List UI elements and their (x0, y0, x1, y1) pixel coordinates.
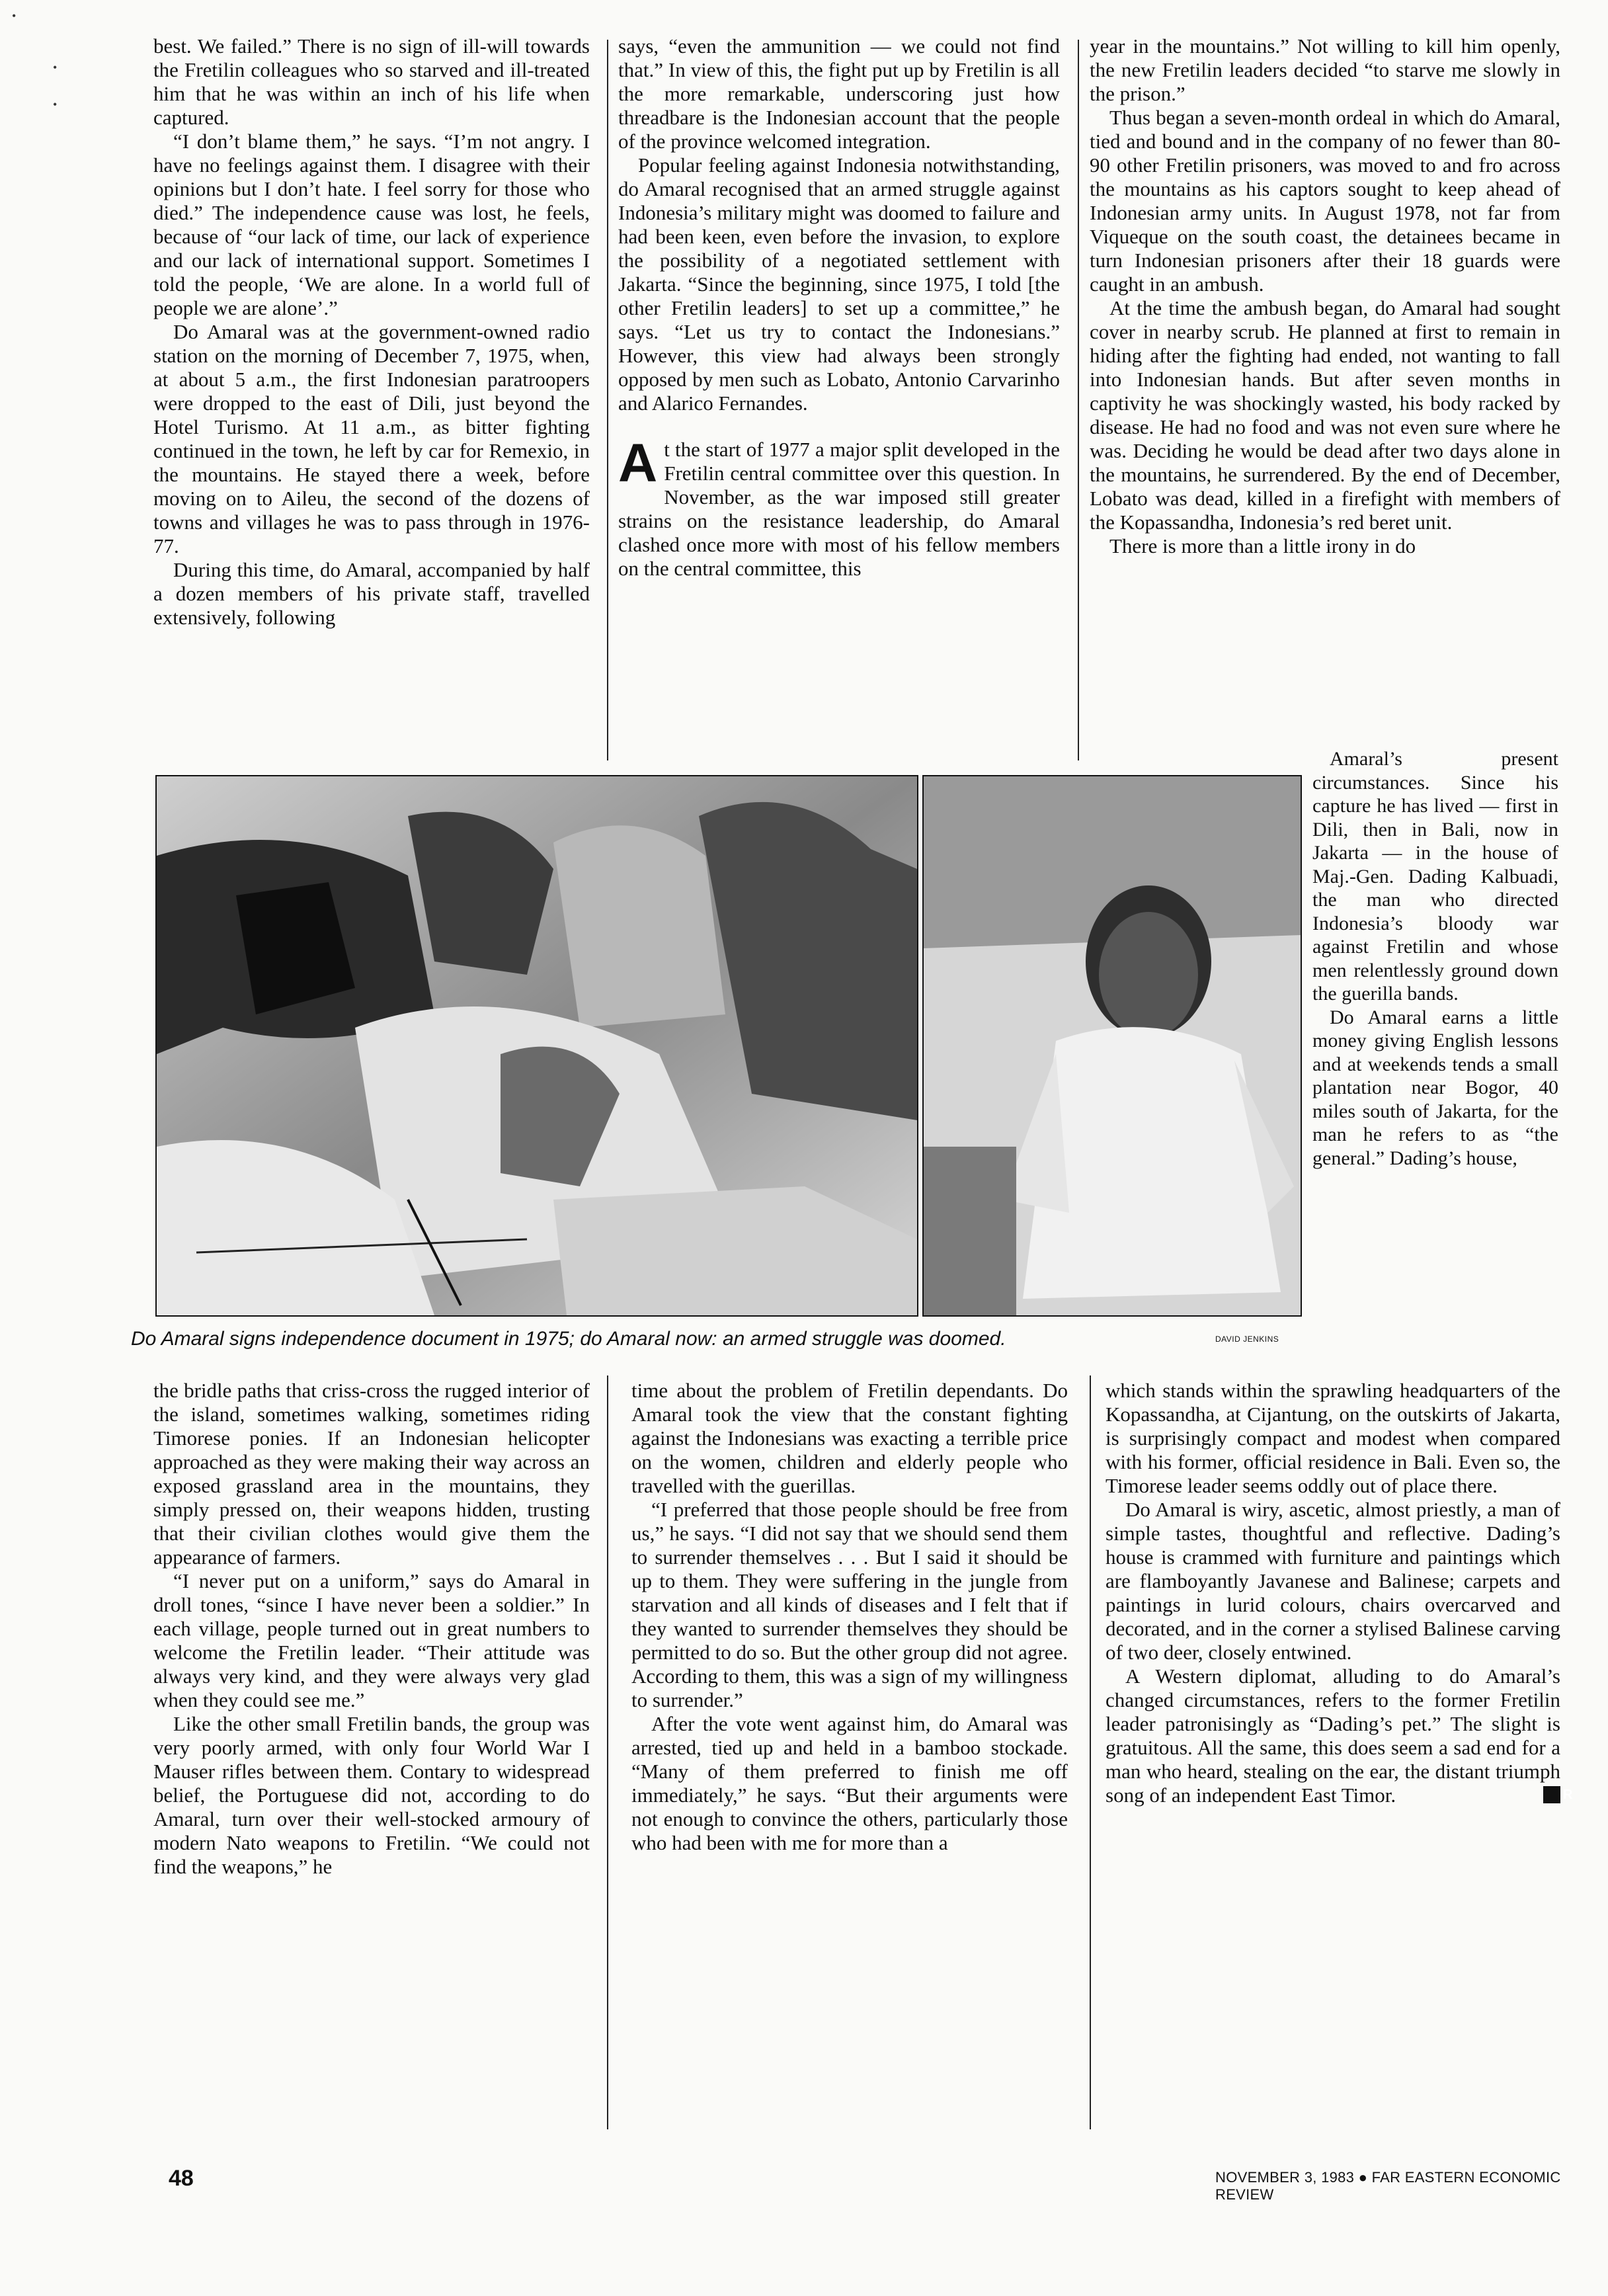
paragraph: the bridle paths that criss-cross the rugged interior of the island, sometimes walking, sometimes riding Timorese ponies. If an Indonesian helicopter approached as they were making their way across an exposed grassland area in the mountains, they simply pressed on, their weapons hidden, trusting that their civilian clothes would give them the appearance of farmers. (153, 1379, 590, 1569)
paragraph: After the vote went against him, do Amaral was arrested, tied up and held in a bamboo stockade. “Many of them preferred to finish me off immediately,” he says. “But their arguments were not enough to convince the others, particularly those who had been with me for more than a (631, 1712, 1068, 1854)
page-number: 48 (169, 2166, 194, 2191)
paragraph: “I never put on a uniform,” says do Amaral in droll tones, “since I have never been a soldier.” In each village, people turned out in great numbers to welcome the Fretilin leader. “Their attitude was always very kind, and they were always very glad when they could see me.” (153, 1569, 590, 1711)
paragraph: Do Amaral was at the government-owned radio station on the morning of December 7, 1975, when, at about 5 a.m., the first Indonesian paratroopers were dropped to the east of Dili, just beyond the Hotel Turismo. At 11 a.m., as bitter fighting continued in the town, he left by car for Remexio, in the mountains. He stayed there a week, before moving on to Aileu, the second of the dozens of towns and villages he was to pass through in 1976-77. (153, 320, 590, 557)
photo-do-amaral-now (922, 775, 1302, 1317)
paragraph: year in the mountains.” Not willing to kill him openly, the new Fretilin leaders decided “to starve me slowly in the prison.” (1090, 34, 1560, 105)
publication-footer: NOVEMBER 3, 1983 ● FAR EASTERN ECONOMIC REVIEW (1215, 2169, 1561, 2203)
paragraph: Do Amaral is wiry, ascetic, almost priestly, a man of simple tastes, thoughtful and reflective. Dading’s house is crammed with furniture and paintings which are flamboyantly Javanese and Balinese; carpets and paintings in lurid colours, chairs overcarved and decorated, and in the corner a stylised Balinese carving of two deer, closely entwined. (1106, 1498, 1560, 1664)
paragraph: says, “even the ammunition — we could not find that.” In view of this, the fight put up by Fretilin is all the more remarkable, underscoring just how threadbare is the Indonesian account that the people of the province welcomed integration. (618, 34, 1060, 153)
column-rule (1078, 40, 1079, 760)
column-1-top (153, 34, 590, 630)
paragraph: During this time, do Amaral, accompanied by half a dozen members of his private staff, travelled extensively, following (153, 558, 590, 629)
photo-signing-1975 (155, 775, 918, 1317)
paragraph: “I don’t blame them,” he says. “I’m not angry. I have no feelings against them. I disagree with their opinions but I don’t hate. I feel sorry for those who died.” The independence cause was lost, he feels, because of “our lack of time, our lack of experience and our lack of international support. Sometimes I told the people, ‘We are alone. In a world full of people we are alone’.” (153, 130, 590, 319)
photo-signing-image (157, 776, 917, 1315)
photo-portrait-image (924, 776, 1301, 1315)
photo-figure (155, 775, 1299, 1357)
column-3-top (1090, 34, 1560, 558)
paragraph-text: A Western diplomat, alluding to do Amaral’s changed circumstances, refers to the former Fretilin leader patronisingly as “Dading’s pet.” The slight is gratuitous. All the same, this does seem a sad end for a man who heard, stealing on the ear, the distant triumph song of an independent East Timor. (1106, 1664, 1560, 1807)
paragraph: which stands within the sprawling headquarters of the Kopassandha, at Cijantung, on the outskirts of Jakarta, is surprisingly compact and modest when compared with his former, official residence in Bali. Even so, the Timorese leader seems oddly out of place there. (1106, 1379, 1560, 1497)
column-2-top (618, 34, 1060, 581)
margin-mark: • (53, 98, 58, 111)
end-mark-icon: R (1543, 1786, 1560, 1803)
paragraph: Amaral’s present circumstances. Since his capture he has lived — first in Dili, then in Bali, now in Jakarta — in the house of Maj.-Gen. Dading Kalbuadi, the man who directed Indonesia’s bloody war against Fretilin and whose men relentlessly ground down the guerilla bands. (1312, 748, 1558, 1004)
paragraph: “I preferred that those people should be free from us,” he says. “I did not say that we should send them to surrender themselves . . . But I said it should be up to them. They were suffering in the jungle from starvation and all kinds of diseases and I felt that if they wanted to surrender themselves they should be permitted to do so. But the other group did not agree. According to them, this was a sign of my willingness to surrender.” (631, 1498, 1068, 1711)
paragraph: Popular feeling against Indonesia notwithstanding, do Amaral recognised that an armed struggle against Indonesia’s military might was doomed to failure and had been keen, even before the invasion, to explore the possibility of a negotiated settlement with Jakarta. “Since the beginning, since 1975, I told [the other Fretilin leaders] to set up a committee,” he says. “Let us try to contact the Indonesians.” However, this view had always been strongly opposed by men such as Lobato, Antonio Carvarinho and Alarico Fernandes. (618, 153, 1060, 415)
paragraph-text: t the start of 1977 a major split developed in the Fretilin central committee over this question. In November, as the war imposed still greater strains on the resistance leadership, do Amaral clashed once more with most of his fellow members on the central committee, this (618, 438, 1060, 580)
photo-credit: DAVID JENKINS (1215, 1334, 1279, 1344)
column-3-wrap (1312, 747, 1558, 1170)
paragraph: There is more than a little irony in do (1109, 534, 1416, 557)
column-2-bottom (631, 1379, 1068, 1855)
margin-mark: • (12, 9, 17, 22)
photo-caption: Do Amaral signs independence document in 1975; do Amaral now: an armed struggle was doomed. (131, 1328, 1006, 1350)
column-rule (607, 40, 608, 760)
paragraph (1106, 1664, 1573, 1807)
column-1-bottom (153, 1379, 590, 1879)
column-3-bottom (1106, 1379, 1573, 1807)
paragraph: Like the other small Fretilin bands, the group was very poorly armed, with only four World War I Mauser rifles between them. Contary to widespread belief, the Portuguese did not, according to do Amaral, turn over their well-stocked armoury of modern Nato weapons to Fretilin. “We could not find the weapons,” he (153, 1712, 590, 1878)
dropcap-paragraph (618, 433, 1060, 581)
column-rule (1090, 1375, 1091, 2129)
column-rule (607, 1375, 608, 2129)
paragraph: At the time the ambush began, do Amaral had sought cover in nearby scrub. He planned at first to remain in hiding after the fighting had ended, not wanting to fall into Indonesian hands. But after seven months in captivity he was shockingly wasted, his body racked by disease. He had no food and was not even sure where he was. Deciding he would be dead after two days alone in the mountains, he surrendered. By the end of December, Lobato was dead, killed in a firefight with members of the Kopassandha, Indonesia’s red beret unit. (1090, 296, 1560, 534)
margin-mark: • (53, 61, 58, 74)
paragraph: best. We failed.” There is no sign of ill-will towards the Fretilin colleagues who so starved and ill-treated him that he was within an inch of his life when captured. (153, 34, 590, 129)
drop-cap: A (618, 433, 658, 493)
paragraph: time about the problem of Fretilin dependants. Do Amaral took the view that the constant fighting against the Indonesians was exacting a terrible price on the women, children and elderly people who travelled with the guerillas. (631, 1379, 1068, 1497)
paragraph: Do Amaral earns a little money giving English lessons and at weekends tends a small plantation near Bogor, 40 miles south of Jakarta, for the man he refers to as “the general.” Dading’s house, (1312, 1006, 1558, 1169)
paragraph: Thus began a seven-month ordeal in which do Amaral, tied and bound and in the company of no fewer than 80-90 other Fretilin prisoners, was moved to and fro across the mountains as his captors sought to keep ahead of Indonesian army units. In August 1978, not far from Viqueque on the south coast, the detainees became in turn Indonesian prisoners after their 18 guards were caught in an ambush. (1090, 106, 1560, 296)
